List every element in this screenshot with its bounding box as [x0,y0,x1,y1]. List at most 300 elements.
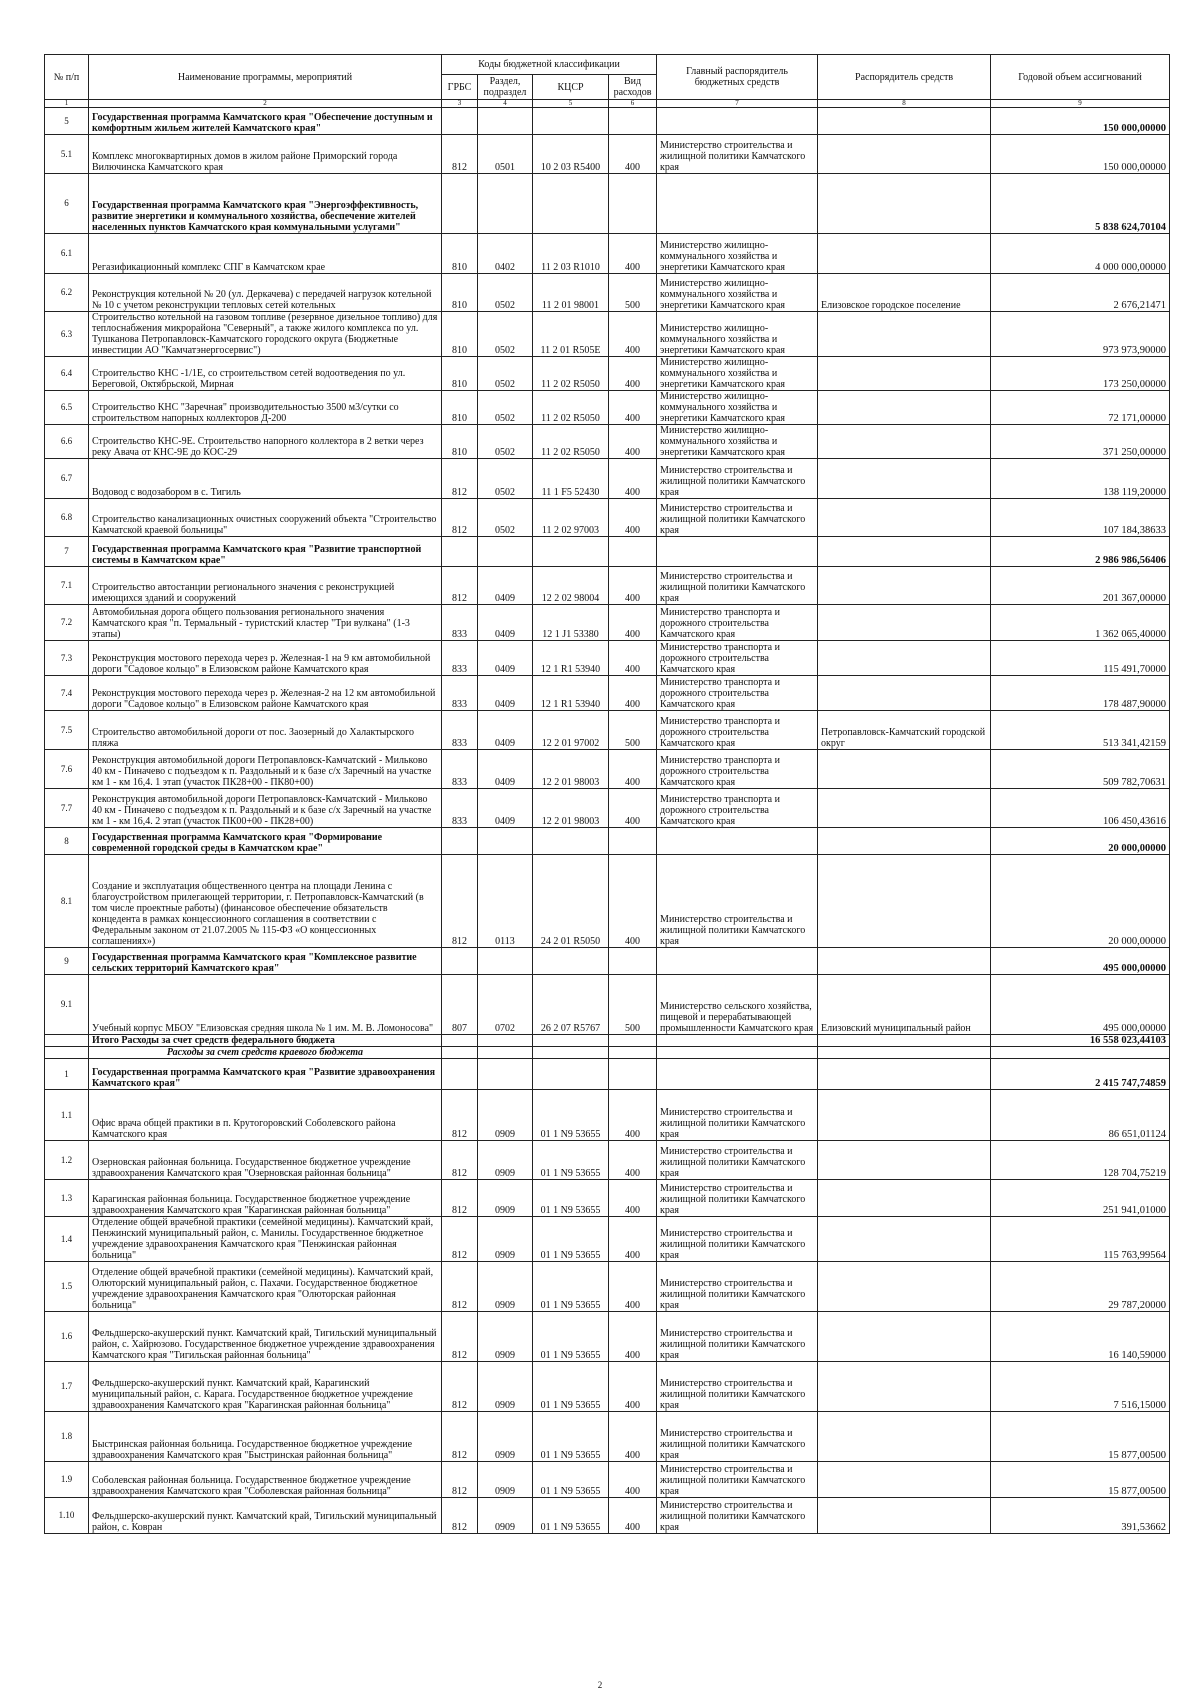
razdel-cell: 0409 [478,605,533,641]
manager-cell [818,499,991,537]
vid-cell [609,174,657,234]
kcsr-cell [533,108,609,135]
item-name: Карагинская районная больница. Государственное бюджетное учреждение здравоохранения Камчатского края "Карагинская районная больница" [89,1180,442,1217]
row-number: 7 [45,537,89,567]
total-label: Итого Расходы за счет средств федерального бюджета [89,1035,442,1047]
grbs-cell: 833 [442,605,478,641]
razdel-cell [478,108,533,135]
manager-cell [818,312,991,357]
program-row [45,948,1170,975]
program-row [45,174,1170,234]
item-name: Строительство котельной на газовом топливе (резервное дизельное топливо) для теплоснабжения микрорайона "Северный", а также жилого комплекса по ул. Тушканова Петропавловск-Камчатского городского округа (Бюджетные инвестиции АО "Камчатэнергосервис") [89,312,442,357]
page-number: 2 [597,1680,603,1690]
vid-cell: 400 [609,1180,657,1217]
kcsr-cell: 01 1 N9 53655 [533,1141,609,1180]
vid-cell [609,1059,657,1090]
column-index: 3 [442,100,478,108]
main-manager-cell: Министерство транспорта и дорожного строительства Камчатского края [657,711,818,750]
main-manager-cell: Министерство строительства и жилищной политики Камчатского края [657,1262,818,1312]
item-name: Фельдшерско-акушерский пункт. Камчатский край, Карагинский муниципальный район, с. Карага. Государственное бюджетное учреждение здравоохранения Камчатского края "Карагинская районная больница" [89,1362,442,1412]
manager-cell [818,135,991,174]
row-number: 7.6 [45,750,89,789]
main-manager-cell: Министерство строительства и жилищной политики Камчатского края [657,1462,818,1498]
razdel-cell [478,537,533,567]
table-row [45,605,1170,641]
main-manager-cell: Министерство строительства и жилищной политики Камчатского края [657,135,818,174]
budget-table [44,54,1170,1534]
item-name: Водовод с водозабором в с. Тигиль [89,459,442,499]
kcsr-cell: 11 2 01 R505E [533,312,609,357]
amount-cell: 15 877,00500 [991,1412,1170,1462]
table-row [45,567,1170,605]
razdel-cell: 0409 [478,676,533,711]
row-number: 1.7 [45,1362,89,1412]
total-row [45,1035,1170,1047]
amount-cell: 2 415 747,74859 [991,1059,1170,1090]
grbs-cell: 810 [442,312,478,357]
amount-cell: 2 986 986,56406 [991,537,1170,567]
razdel-cell [478,948,533,975]
kcsr-cell: 01 1 N9 53655 [533,1362,609,1412]
razdel-cell: 0502 [478,357,533,391]
vid-cell: 400 [609,312,657,357]
empty-cell [657,1035,818,1047]
row-number: 6.7 [45,459,89,499]
grbs-cell: 812 [442,1262,478,1312]
manager-cell [818,750,991,789]
grbs-cell [442,948,478,975]
main-manager-cell: Министерство строительства и жилищной политики Камчатского края [657,1312,818,1362]
main-manager-cell: Министерство строительства и жилищной политики Камчатского края [657,1498,818,1534]
manager-cell [818,1462,991,1498]
razdel-cell: 0409 [478,567,533,605]
grbs-cell: 812 [442,567,478,605]
col-header-manager: Распорядитель средств [818,55,991,100]
item-name: Создание и эксплуатация общественного центра на площади Ленина с благоустройством прилегающей территории, г. Петропавловск-Камчатский (в том числе проектные работы) (финансовое обеспечение обязательств концедента в рамках концессионного соглашения в соответствии с Федеральным законом от 21.07.2005 № 115-ФЗ «О концессионных соглашениях») [89,855,442,948]
item-name: Строительство автомобильной дороги от пос. Заозерный до Халактырского пляжа [89,711,442,750]
kcsr-cell: 01 1 N9 53655 [533,1180,609,1217]
program-name: Государственная программа Камчатского края "Обеспечение доступным и комфортным жильем жителей Камчатского края" [89,108,442,135]
program-row [45,108,1170,135]
main-manager-cell: Министерство транспорта и дорожного строительства Камчатского края [657,789,818,828]
kcsr-cell: 11 2 02 R5050 [533,357,609,391]
item-name: Фельдшерско-акушерский пункт. Камчатский край, Тигильский муниципальный район, с. Ковран [89,1498,442,1534]
amount-cell: 29 787,20000 [991,1262,1170,1312]
razdel-cell: 0502 [478,274,533,312]
main-manager-cell: Министерство строительства и жилищной политики Камчатского края [657,1412,818,1462]
table-row [45,1312,1170,1362]
kcsr-cell: 10 2 03 R5400 [533,135,609,174]
kcsr-cell: 11 1 F5 52430 [533,459,609,499]
item-name: Строительство КНС-9Е. Строительство напорного коллектора в 2 ветки через реку Авача от КНС-9Е до КОС-29 [89,425,442,459]
vid-cell: 400 [609,1412,657,1462]
row-number: 1 [45,1059,89,1090]
manager-cell [818,1498,991,1534]
grbs-cell: 833 [442,641,478,676]
col-header-kcsr: КЦСР [533,75,609,100]
row-number: 6.5 [45,391,89,425]
razdel-cell: 0409 [478,711,533,750]
amount-cell: 201 367,00000 [991,567,1170,605]
amount-cell: 86 651,01124 [991,1090,1170,1141]
row-number [45,1035,89,1047]
kcsr-cell [533,174,609,234]
razdel-cell: 0909 [478,1180,533,1217]
item-name: Соболевская районная больница. Государственное бюджетное учреждение здравоохранения Камчатского края "Соболевская районная больница" [89,1462,442,1498]
main-manager-cell [657,828,818,855]
kcsr-cell: 12 2 02 98004 [533,567,609,605]
grbs-cell: 812 [442,1362,478,1412]
amount-cell: 138 119,20000 [991,459,1170,499]
vid-cell: 400 [609,789,657,828]
row-number: 6.2 [45,274,89,312]
amount-cell: 150 000,00000 [991,135,1170,174]
col-header-codes: Коды бюджетной классификации [442,55,657,75]
manager-cell [818,828,991,855]
vid-cell [609,537,657,567]
manager-cell [818,1180,991,1217]
amount-cell: 1 362 065,40000 [991,605,1170,641]
table-row [45,1498,1170,1534]
row-number: 6.6 [45,425,89,459]
grbs-cell: 812 [442,459,478,499]
row-number: 5 [45,108,89,135]
item-name: Фельдшерско-акушерский пункт. Камчатский край, Тигильский муниципальный район, с. Хайрюзово. Государственное бюджетное учреждение здравоохранения Камчатского края "Тигильская районная больница" [89,1312,442,1362]
grbs-cell: 812 [442,1312,478,1362]
grbs-cell [442,108,478,135]
program-name: Государственная программа Камчатского края "Энергоэффективность, развитие энергетики и коммунального хозяйства, обеспечение жителей населенных пунктов Камчатского края коммунальными услугами" [89,174,442,234]
table-row [45,499,1170,537]
manager-cell [818,391,991,425]
razdel-cell: 0402 [478,234,533,274]
amount-cell: 16 140,59000 [991,1312,1170,1362]
total-amount: 16 558 023,44103 [991,1035,1170,1047]
amount-cell: 4 000 000,00000 [991,234,1170,274]
main-manager-cell [657,108,818,135]
program-row [45,537,1170,567]
main-manager-cell: Министерство жилищно-коммунального хозяйства и энергетики Камчатского края [657,425,818,459]
main-manager-cell: Министерство строительства и жилищной политики Камчатского края [657,499,818,537]
kcsr-cell [533,1059,609,1090]
grbs-cell: 810 [442,274,478,312]
vid-cell: 400 [609,1312,657,1362]
table-row [45,1217,1170,1262]
vid-cell: 400 [609,1090,657,1141]
manager-cell [818,234,991,274]
row-number: 8.1 [45,855,89,948]
row-number: 1.6 [45,1312,89,1362]
main-manager-cell: Министерство жилищно-коммунального хозяйства и энергетики Камчатского края [657,357,818,391]
kcsr-cell: 11 2 02 R5050 [533,425,609,459]
program-name: Государственная программа Камчатского края "Развитие здравоохранения Камчатского края" [89,1059,442,1090]
razdel-cell: 0909 [478,1312,533,1362]
row-number: 6.1 [45,234,89,274]
row-number: 7.3 [45,641,89,676]
section-subheader-row [45,1047,1170,1059]
grbs-cell: 810 [442,391,478,425]
vid-cell: 400 [609,605,657,641]
row-number: 1.4 [45,1217,89,1262]
vid-cell: 400 [609,1362,657,1412]
manager-cell: Елизовское городское поселение [818,274,991,312]
grbs-cell: 810 [442,234,478,274]
item-name: Реконструкция мостового перехода через р. Железная-1 на 9 км автомобильной дороги "Садовое кольцо" в Елизовском районе Камчатского края [89,641,442,676]
razdel-cell [478,828,533,855]
empty-cell [533,1035,609,1047]
empty-cell [478,1035,533,1047]
manager-cell [818,1090,991,1141]
program-name: Государственная программа Камчатского края "Развитие транспортной системы в Камчатском крае" [89,537,442,567]
row-number: 1.3 [45,1180,89,1217]
kcsr-cell: 01 1 N9 53655 [533,1312,609,1362]
amount-cell: 115 763,99564 [991,1217,1170,1262]
kcsr-cell: 26 2 07 R5767 [533,975,609,1035]
grbs-cell: 812 [442,1462,478,1498]
manager-cell [818,108,991,135]
kcsr-cell: 12 2 01 97002 [533,711,609,750]
razdel-cell: 0113 [478,855,533,948]
item-name: Реконструкция котельной № 20 (ул. Деркачева) с передачей нагрузок котельной № 10 с учетом реконструкции тепловых сетей котельных [89,274,442,312]
manager-cell [818,357,991,391]
grbs-cell: 833 [442,789,478,828]
manager-cell: Петропавловск-Камчатский городской округ [818,711,991,750]
razdel-cell: 0702 [478,975,533,1035]
vid-cell [609,108,657,135]
kcsr-cell: 01 1 N9 53655 [533,1090,609,1141]
row-number: 6.8 [45,499,89,537]
col-header-name: Наименование программы, мероприятий [89,55,442,100]
grbs-cell: 833 [442,750,478,789]
vid-cell: 400 [609,234,657,274]
column-index-row [45,100,1170,108]
razdel-cell [478,174,533,234]
main-manager-cell: Министерство транспорта и дорожного строительства Камчатского края [657,641,818,676]
col-header-vid: Вид расходов [609,75,657,100]
vid-cell: 400 [609,567,657,605]
table-row [45,274,1170,312]
kcsr-cell [533,828,609,855]
column-index: 2 [89,100,442,108]
empty-cell [442,1047,478,1059]
vid-cell [609,948,657,975]
manager-cell [818,425,991,459]
manager-cell [818,1312,991,1362]
table-body [45,108,1170,1534]
table-row [45,459,1170,499]
kcsr-cell: 12 2 01 98003 [533,750,609,789]
razdel-cell: 0909 [478,1412,533,1462]
item-name: Отделение общей врачебной практики (семейной медицины). Камчатский край, Пенжинский муниципальный район, с. Манилы. Государственное бюджетное учреждение здравоохранения Камчатского края "Пенжинская районная больница" [89,1217,442,1262]
table-row [45,1362,1170,1412]
grbs-cell: 812 [442,1217,478,1262]
vid-cell: 500 [609,274,657,312]
amount-cell: 72 171,00000 [991,391,1170,425]
row-number: 1.2 [45,1141,89,1180]
table-row [45,312,1170,357]
razdel-cell: 0909 [478,1090,533,1141]
razdel-cell: 0909 [478,1141,533,1180]
manager-cell [818,605,991,641]
table-row [45,1262,1170,1312]
table-row [45,855,1170,948]
amount-cell: 371 250,00000 [991,425,1170,459]
razdel-cell: 0409 [478,750,533,789]
main-manager-cell: Министерство транспорта и дорожного строительства Камчатского края [657,676,818,711]
vid-cell: 400 [609,135,657,174]
grbs-cell [442,537,478,567]
amount-cell: 973 973,90000 [991,312,1170,357]
row-number: 5.1 [45,135,89,174]
main-manager-cell [657,537,818,567]
vid-cell: 500 [609,975,657,1035]
manager-cell [818,676,991,711]
row-number: 1.5 [45,1262,89,1312]
vid-cell: 500 [609,711,657,750]
row-number: 1.8 [45,1412,89,1462]
razdel-cell: 0502 [478,312,533,357]
amount-cell: 128 704,75219 [991,1141,1170,1180]
table-row [45,1090,1170,1141]
grbs-cell: 812 [442,1090,478,1141]
item-name: Отделение общей врачебной практики (семейной медицины). Камчатский край, Олюторский муниципальный район, с. Пахачи. Государственное бюджетное учреждение здравоохранения Камчатского края "Олюторская районная больница" [89,1262,442,1312]
manager-cell [818,1059,991,1090]
main-manager-cell: Министерство строительства и жилищной политики Камчатского края [657,567,818,605]
table-row [45,676,1170,711]
empty-cell [478,1047,533,1059]
item-name: Реконструкция мостового перехода через р. Железная-2 на 12 км автомобильной дороги "Садовое кольцо" в Елизовском районе Камчатского края [89,676,442,711]
grbs-cell [442,828,478,855]
amount-cell: 495 000,00000 [991,975,1170,1035]
manager-cell [818,537,991,567]
razdel-cell: 0909 [478,1498,533,1534]
main-manager-cell: Министерство строительства и жилищной политики Камчатского края [657,1217,818,1262]
manager-cell [818,567,991,605]
main-manager-cell [657,1059,818,1090]
manager-cell [818,1141,991,1180]
row-number: 7.4 [45,676,89,711]
grbs-cell: 812 [442,1180,478,1217]
table-row [45,1180,1170,1217]
amount-cell: 513 341,42159 [991,711,1170,750]
razdel-cell: 0909 [478,1262,533,1312]
amount-cell: 106 450,43616 [991,789,1170,828]
table-row [45,711,1170,750]
row-number: 7.7 [45,789,89,828]
razdel-cell: 0909 [478,1462,533,1498]
col-header-main-manager: Главный распорядитель бюджетных средств [657,55,818,100]
grbs-cell: 833 [442,676,478,711]
item-name: Озерновская районная больница. Государственное бюджетное учреждение здравоохранения Камчатского края "Озерновская районная больница" [89,1141,442,1180]
table-row [45,357,1170,391]
vid-cell: 400 [609,855,657,948]
item-name: Строительство КНС "Заречная" производительностью 3500 м3/сутки со строительством напорных коллекторов Д-200 [89,391,442,425]
row-number [45,1047,89,1059]
main-manager-cell: Министерство транспорта и дорожного строительства Камчатского края [657,750,818,789]
item-name: Строительство автостанции регионального значения с реконструкцией имеющихся зданий и сооружений [89,567,442,605]
table-row [45,234,1170,274]
table-row [45,789,1170,828]
col-header-num: № п/п [45,55,89,100]
amount-cell: 391,53662 [991,1498,1170,1534]
amount-cell: 495 000,00000 [991,948,1170,975]
table-row [45,641,1170,676]
column-index: 6 [609,100,657,108]
grbs-cell [442,174,478,234]
main-manager-cell: Министерство жилищно-коммунального хозяйства и энергетики Камчатского края [657,234,818,274]
grbs-cell: 812 [442,499,478,537]
razdel-cell: 0502 [478,391,533,425]
amount-cell: 115 491,70000 [991,641,1170,676]
main-manager-cell: Министерство строительства и жилищной политики Камчатского края [657,459,818,499]
item-name: Строительство канализационных очистных сооружений объекта "Строительство Камчатской краевой больницы" [89,499,442,537]
kcsr-cell: 12 1 J1 53380 [533,605,609,641]
vid-cell [609,828,657,855]
row-number: 1.1 [45,1090,89,1141]
grbs-cell [442,1059,478,1090]
item-name: Реконструкция автомобильной дороги Петропавловск-Камчатский - Мильково 40 км - Пиначево с подъездом к п. Раздольный и к базе с/х Заречный на участке км 1 - км 16,4. 1 этап (участок ПК28+00 - ПК80+00) [89,750,442,789]
item-name: Офис врача общей практики в п. Крутогоровский Соболевского района Камчатского края [89,1090,442,1141]
amount-cell: 2 676,21471 [991,274,1170,312]
kcsr-cell: 01 1 N9 53655 [533,1412,609,1462]
amount-cell: 173 250,00000 [991,357,1170,391]
grbs-cell: 810 [442,425,478,459]
kcsr-cell: 01 1 N9 53655 [533,1262,609,1312]
column-index: 1 [45,100,89,108]
item-name: Строительство КНС -1/1Е, со строительством сетей водоотведения по ул. Береговой, Октябрьской, Мирная [89,357,442,391]
row-number: 1.9 [45,1462,89,1498]
row-number: 1.10 [45,1498,89,1534]
grbs-cell: 810 [442,357,478,391]
amount-cell: 150 000,00000 [991,108,1170,135]
kcsr-cell [533,537,609,567]
vid-cell: 400 [609,459,657,499]
kcsr-cell: 11 2 02 97003 [533,499,609,537]
main-manager-cell: Министерство строительства и жилищной политики Камчатского края [657,1180,818,1217]
main-manager-cell: Министерство жилищно-коммунального хозяйства и энергетики Камчатского края [657,391,818,425]
row-number: 6.4 [45,357,89,391]
program-row [45,828,1170,855]
manager-cell [818,1362,991,1412]
table-row [45,750,1170,789]
amount-cell: 107 184,38633 [991,499,1170,537]
empty-cell [442,1035,478,1047]
empty-cell [818,1035,991,1047]
kcsr-cell: 12 2 01 98003 [533,789,609,828]
amount-cell: 5 838 624,70104 [991,174,1170,234]
manager-cell [818,948,991,975]
kcsr-cell: 01 1 N9 53655 [533,1217,609,1262]
vid-cell: 400 [609,1141,657,1180]
main-manager-cell [657,948,818,975]
table-row [45,391,1170,425]
kcsr-cell: 12 1 R1 53940 [533,641,609,676]
vid-cell: 400 [609,391,657,425]
table-row [45,1141,1170,1180]
item-name: Комплекс многоквартирных домов в жилом районе Приморский города Вилючинска Камчатского края [89,135,442,174]
row-number: 8 [45,828,89,855]
manager-cell [818,641,991,676]
kcsr-cell: 11 2 02 R5050 [533,391,609,425]
table-row [45,1412,1170,1462]
main-manager-cell: Министерство жилищно-коммунального хозяйства и энергетики Камчатского края [657,312,818,357]
vid-cell: 400 [609,676,657,711]
item-name: Автомобильная дорога общего пользования регионального значения Камчатского края "п. Термальный - туристский кластер "Три вулкана" (1-3 этапы) [89,605,442,641]
kcsr-cell: 12 1 R1 53940 [533,676,609,711]
razdel-cell: 0502 [478,425,533,459]
empty-cell [609,1035,657,1047]
manager-cell [818,855,991,948]
razdel-cell: 0909 [478,1362,533,1412]
